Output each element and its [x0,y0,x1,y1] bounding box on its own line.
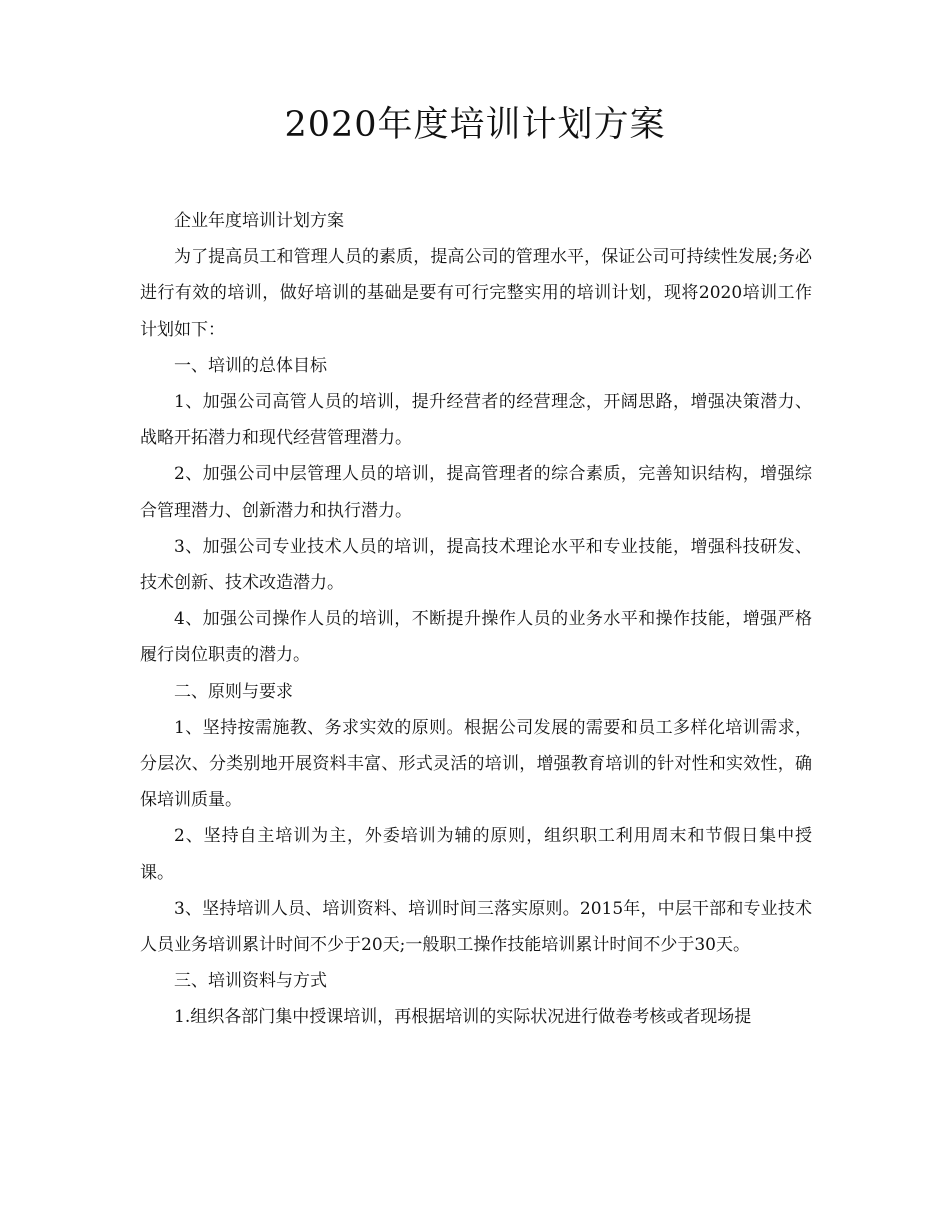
subtitle-paragraph: 企业年度培训计划方案 [174,211,344,231]
goal-item-2: 2、加强公司中层管理人员的培训，提高管理者的综合素质，完善知识结构，增强综合管理潜力、创新潜力和执行潜力。 [140,464,812,521]
principle-item-1: 1、坚持按需施教、务求实效的原则。根据公司发展的需要和员工多样化培训需求，分层次、分类别地开展资料丰富、形式灵活的培训，增强教育培训的针对性和实效性，确保培训质量。 [140,717,812,811]
goal-item-1: 1、加强公司高管人员的培训，提升经营者的经营理念，开阔思路，增强决策潜力、战略开拓潜力和现代经营管理潜力。 [140,392,812,449]
document-title: 2020年度培训计划方案 [284,105,666,145]
goal-item-4: 4、加强公司操作人员的培训，不断提升操作人员的业务水平和操作技能，增强严格履行岗位职责的潜力。 [140,609,812,666]
section-heading-goals: 一、培训的总体目标 [174,355,327,376]
document-body [140,203,812,1036]
principle-item-2: 2、坚持自主培训为主，外委培训为辅的原则，组织职工利用周末和节假日集中授课。 [140,826,812,883]
section-heading-methods: 三、培训资料与方式 [174,971,327,992]
method-item-1: 1.组织各部门集中授课培训，再根据培训的实际状况进行做卷考核或者现场提 [174,1007,752,1028]
intro-paragraph: 为了提高员工和管理人员的素质，提高公司的管理水平，保证公司可持续性发展;务必进行有效的培训，做好培训的基础是要有可行完整实用的培训计划，现将2020培训工作计划如下： [140,247,812,340]
goal-item-3: 3、加强公司专业技术人员的培训，提高技术理论水平和专业技能，增强科技研发、技术创新、技术改造潜力。 [140,536,812,594]
section-heading-principles: 二、原则与要求 [174,681,293,702]
principle-item-3: 3、坚持培训人员、培训资料、培训时间三落实原则。2015年，中层干部和专业技术人员业务培训累计时间不少于20天;一般职工操作技能培训累计时间不少于30天。 [140,898,812,956]
